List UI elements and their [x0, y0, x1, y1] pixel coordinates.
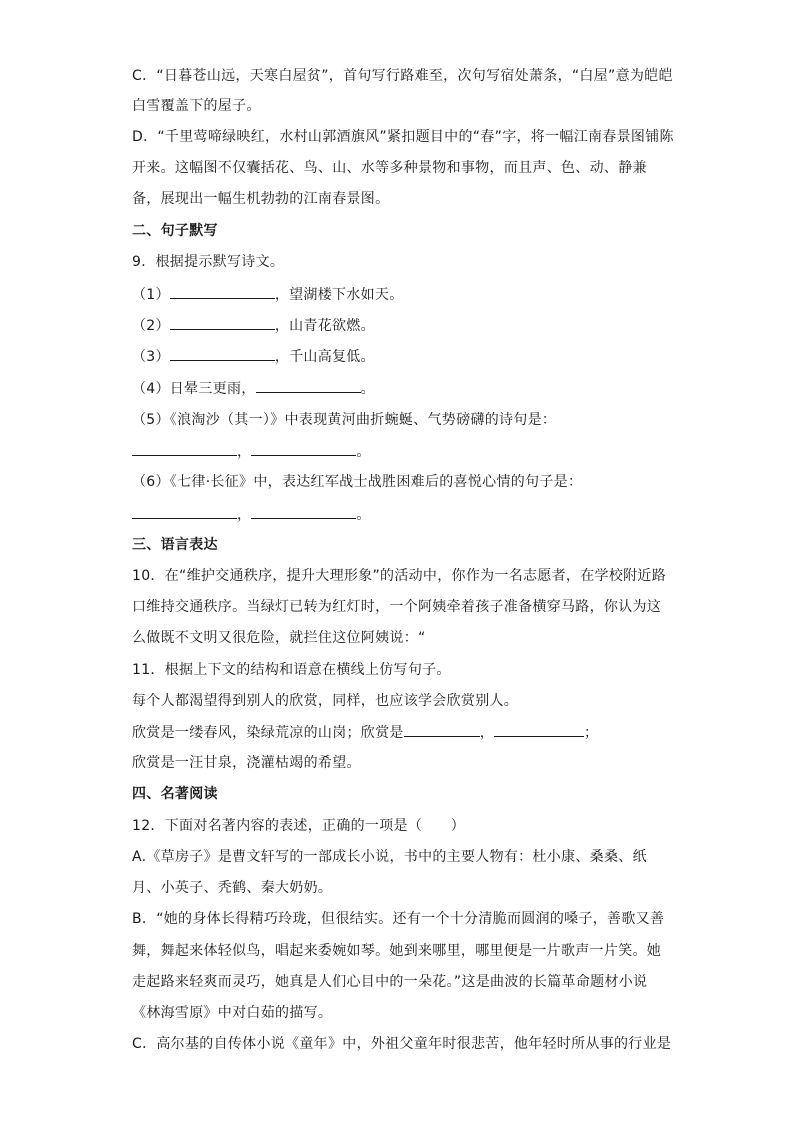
item-text: （4）日晕三更雨， — [132, 381, 256, 397]
option-d-line-2: 开来。这幅图不仅囊括花、鸟、山、水等多种景物和事物，而且声、色、动、静兼 — [132, 160, 647, 176]
option-d-line-3: 备，展现出一幅生机勃勃的江南春景图。 — [132, 191, 390, 207]
answer-blank[interactable] — [404, 722, 480, 737]
question-12-option-a-line-2: 月、小英子、秃鹤、秦大奶奶。 — [132, 880, 333, 896]
question-9-item-6: （6）《七律·长征》中，表达红军战士战胜困难后的喜悦心情的句子是： — [132, 474, 583, 490]
question-10-line-1: 10．在“维护交通秩序，提升大理形象”的活动中，你作为一名志愿者，在学校附近路 — [132, 568, 667, 584]
question-9-item-3 — [132, 346, 662, 367]
question-12-option-a-line-1: A.《草房子》是曹文轩写的一部成长小说，书中的主要人物有：杜小康、桑桑、纸 — [132, 849, 647, 865]
question-12-option-c-line-1: C．高尔基的自传体小说《童年》中，外祖父童年时很悲苦，他年轻时所从事的行业是 — [132, 1036, 672, 1052]
answer-blank[interactable] — [170, 315, 275, 330]
question-11-sentence-3: 欣赏是一汪甘泉，浇灌枯竭的希望。 — [132, 755, 361, 771]
answer-blank[interactable] — [494, 722, 584, 737]
answer-blank[interactable] — [132, 441, 237, 456]
item-text: ，山青花欲燃。 — [274, 318, 375, 334]
comma: ， — [237, 507, 252, 523]
question-12-option-b-line-4: 《林海雪原》中对白茹的描写。 — [132, 1005, 333, 1021]
section-heading-3: 三、语言表达 — [132, 537, 218, 553]
comma: ， — [479, 725, 495, 741]
question-10-line-3: 么做既不文明又很危险，就拦住这位阿姨说：“ — [132, 630, 426, 646]
question-9-item-6-answer — [132, 504, 662, 525]
section-heading-2: 二、句子默写 — [132, 223, 218, 239]
question-12-stem: 12．下面对名著内容的表述，正确的一项是（ ） — [132, 818, 466, 834]
question-9-item-4 — [132, 378, 662, 399]
question-12-option-b-line-2: 舞，舞起来体轻似鸟，唱起来委婉如琴。她到来哪里，哪里便是一片歌声一片笑。她 — [132, 943, 662, 959]
question-9-item-5-answer — [132, 441, 662, 462]
answer-blank[interactable] — [251, 441, 356, 456]
item-end: 。 — [356, 444, 371, 460]
question-11-sentence-2 — [132, 722, 662, 743]
item-number: （2） — [132, 318, 170, 334]
item-text: ，望湖楼下水如天。 — [274, 287, 404, 303]
question-11-sentence-1: 每个人都渴望得到别人的欣赏，同样，也应该学会欣赏别人。 — [132, 693, 519, 709]
question-9-item-2 — [132, 315, 662, 336]
question-11-stem: 11．根据上下文的结构和语意在横线上仿写句子。 — [132, 662, 451, 678]
item-end: 。 — [360, 381, 375, 397]
question-9-item-5: （5）《浪淘沙（其一）》中表现黄河曲折蜿蜒、气势磅礴的诗句是： — [132, 412, 557, 428]
answer-blank[interactable] — [256, 378, 361, 393]
item-end: ； — [584, 725, 599, 741]
option-c-line-1: C．“日暮苍山远，天寒白屋贫”，首句写行路难至，次句写宿处萧条，“白屋”意为皑皑 — [132, 68, 673, 84]
comma: ， — [237, 444, 252, 460]
answer-blank[interactable] — [170, 346, 275, 361]
item-number: （1） — [132, 287, 170, 303]
question-12-option-b-line-1: B．“她的身体长得精巧玲珑，但很结实。还有一个十分清脆而圆润的嗓子，善歌又善 — [132, 911, 665, 927]
sentence-text: 欣赏是一缕春风，染绿荒凉的山岗；欣赏是 — [132, 725, 404, 741]
answer-blank[interactable] — [251, 504, 356, 519]
answer-blank[interactable] — [170, 284, 275, 299]
question-9-item-1 — [132, 284, 662, 305]
question-12-option-b-line-3: 走起路来轻爽而灵巧，她真是人们心目中的一朵花。”这是曲波的长篇革命题材小说 — [132, 974, 648, 990]
section-heading-4: 四、名著阅读 — [132, 786, 218, 802]
option-d-line-1: D．“千里莺啼绿映红，水村山郭酒旗风”紧扣题目中的“春”字，将一幅江南春景图铺陈 — [132, 129, 674, 145]
item-end: 。 — [356, 507, 371, 523]
item-text: ，千山高复低。 — [274, 349, 375, 365]
option-c-line-2: 白雪覆盖下的屋子。 — [132, 98, 261, 114]
question-9-stem: 9．根据提示默写诗文。 — [132, 254, 285, 270]
item-number: （3） — [132, 349, 170, 365]
question-10-line-2: 口维持交通秩序。当绿灯已转为红灯时，一个阿姨牵着孩子准备横穿马路，你认为这 — [132, 599, 662, 615]
answer-blank[interactable] — [132, 504, 237, 519]
